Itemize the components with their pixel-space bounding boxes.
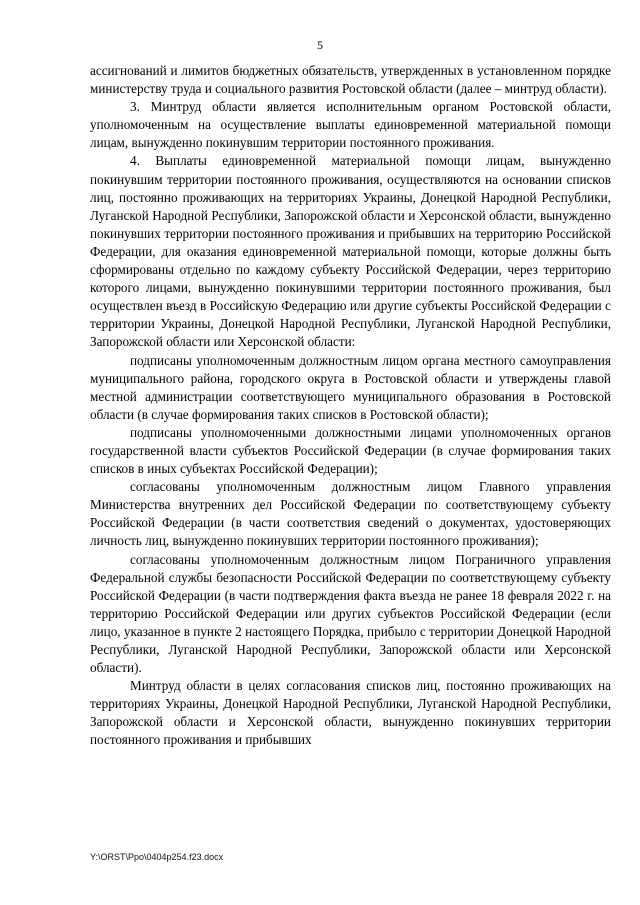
paragraph: согласованы уполномоченным должностным лицом Пограничного управления Федеральной службы безопасности Российской Федерации по соответствующему субъекту Российской Федерации (в части подтверждения факта въезда не ранее 18 февраля 2022 г. на территорию Российской Федерации или других субъектов Российской Федерации (если лицо, указанное в пункте 2 настоящего Порядка, прибыло с территории Донецкой Народной Республики, Луганской Народной Республики, Запорожской области или Херсонской области). bbox=[90, 551, 611, 676]
paragraph: 3. Минтруд области является исполнительным органом Ростовской области, уполномоченным на осуществление выплаты единовременной материальной помощи лицам, вынужденно покинувшим территории постоянного проживания. bbox=[90, 99, 611, 151]
footer-file-path: Y:\ORST\Ppo\0404p254.f23.docx bbox=[90, 852, 224, 862]
paragraph: Минтруд области в целях согласования списков лиц, постоянно проживающих на территориях Украины, Донецкой Народной Республики, Луганской Народной Республики, Запорожской области и Херсонской области, вынужденно покинувших территории постоянного проживания и прибывших bbox=[90, 678, 611, 748]
paragraph: подписаны уполномоченными должностными лицами уполномоченных органов государственной власти субъектов Российской Федерации (в случае формирования таких списков в иных субъектах Российской Федерации); bbox=[90, 424, 611, 477]
paragraph: 4. Выплаты единовременной материальной помощи лицам, вынужденно покинувшим территории постоянного проживания, осуществляются на основании списков лиц, постоянно проживающих на территориях Украины, Донецкой Народной Республики, Луганской Народной Республики, Запорожской области и Херсонской области, вынужденно покинувших территории постоянного проживания и прибывших на территорию Российской Федерации, для оказания единовременной материальной помощи, которые должны быть сформированы отдельно по каждому субъекту Российской Федерации, через территорию которого лицами, вынужденно покинувшими территории постоянного проживания, был осуществлен въезд в Российскую Федерацию или другие субъекты Российской Федерации с территории Украины, Донецкой Народной Республики, Луганской Народной Республики, Запорожской области или Херсонской области: bbox=[90, 153, 611, 350]
document-body bbox=[90, 62, 611, 750]
page-number: 5 bbox=[317, 38, 323, 52]
paragraph: подписаны уполномоченным должностным лицом органа местного самоуправления муниципального района, городского округа в Ростовской области и утверждены главой местной администрации соответствующего муниципального образования в Ростовской области (в случае формирования таких списков в Ростовской области); bbox=[90, 352, 611, 422]
paragraph: согласованы уполномоченным должностным лицом Главного управления Министерства внутренних дел Российской Федерации по соответствующему субъекту Российской Федерации (в части соответствия сведений о документах, удостоверяющих личность лиц, вынужденно покинувших территории постоянного проживания); bbox=[90, 479, 611, 549]
paragraph: ассигнований и лимитов бюджетных обязательств, утвержденных в установленном порядке министерству труда и социального развития Ростовской области (далее – минтруд области). bbox=[90, 63, 611, 97]
